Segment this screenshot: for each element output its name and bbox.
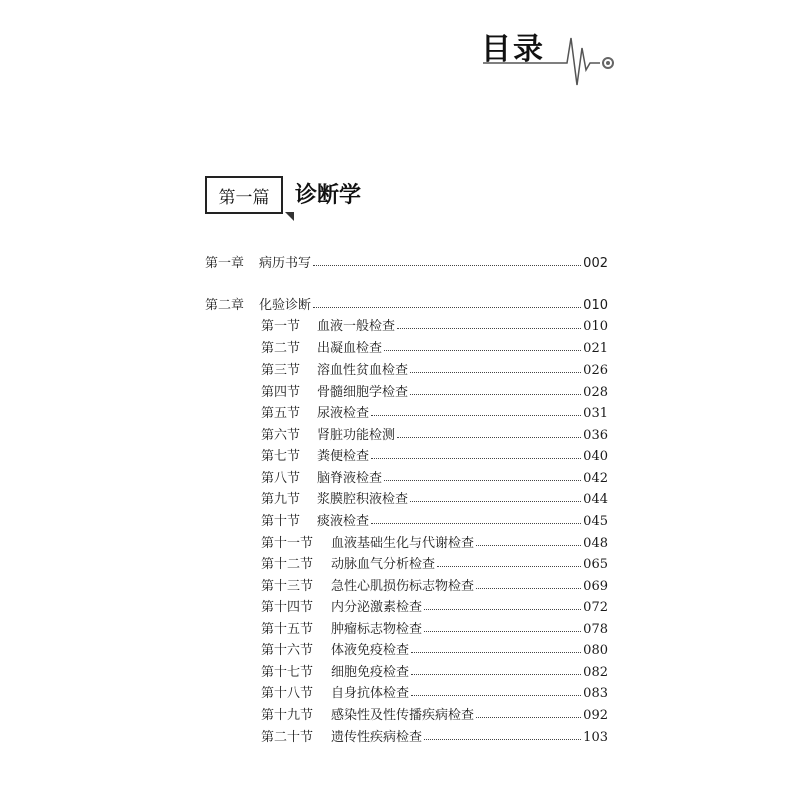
page-number: 040 — [583, 449, 608, 464]
page-header — [0, 0, 800, 110]
section-number: 第八节 — [261, 471, 301, 486]
toc-section-row[interactable] — [261, 362, 608, 380]
toc-section-row[interactable] — [261, 578, 608, 596]
leader-dots — [410, 393, 581, 395]
leader-dots — [411, 651, 581, 653]
section-title: 动脉血气分析检查 — [331, 557, 436, 572]
leader-dots — [397, 327, 581, 329]
section-number: 第二十节 — [261, 730, 314, 745]
section-number: 第五节 — [261, 406, 301, 421]
section-number: 第七节 — [261, 449, 301, 464]
leader-dots — [410, 371, 581, 373]
leader-dots — [476, 716, 581, 718]
page-number: 082 — [583, 665, 608, 680]
toc-chapter-row[interactable] — [205, 255, 608, 273]
part-label: 第一篇 — [205, 176, 283, 214]
toc-section-row[interactable] — [261, 535, 608, 553]
section-number: 第十六节 — [261, 643, 314, 658]
section-title: 体液免疫检查 — [331, 643, 410, 658]
section-title: 出凝血检查 — [317, 341, 383, 356]
leader-dots — [424, 608, 581, 610]
leader-dots — [476, 587, 581, 589]
toc-section-row[interactable] — [261, 427, 608, 445]
leader-dots — [313, 306, 581, 308]
toc-section-row[interactable] — [261, 599, 608, 617]
section-title: 内分泌激素检查 — [331, 600, 423, 615]
page-number: 083 — [583, 686, 608, 701]
chapter-title: 化验诊断 — [259, 298, 312, 313]
toc-chapter-row[interactable] — [205, 297, 608, 315]
toc-section-row[interactable] — [261, 340, 608, 358]
section-title: 遗传性疾病检查 — [331, 730, 423, 745]
toc-section-row[interactable] — [261, 448, 608, 466]
section-number: 第十七节 — [261, 665, 314, 680]
chapter-title: 病历书写 — [259, 256, 312, 271]
leader-dots — [424, 630, 581, 632]
section-title: 骨髓细胞学检查 — [317, 385, 409, 400]
chapter-number: 第一章 — [205, 256, 245, 271]
section-title: 急性心肌损伤标志物检查 — [331, 579, 475, 594]
page-number: 044 — [583, 492, 608, 507]
leader-dots — [411, 694, 581, 696]
corner-marker-icon — [285, 212, 294, 221]
leader-dots — [397, 436, 581, 438]
page-number: 045 — [583, 514, 608, 529]
toc-section-row[interactable] — [261, 513, 608, 531]
section-title: 脑脊液检查 — [317, 471, 383, 486]
section-number: 第十四节 — [261, 600, 314, 615]
section-title: 痰液检查 — [317, 514, 370, 529]
page-number: 048 — [583, 536, 608, 551]
section-number: 第十一节 — [261, 536, 314, 551]
toc-section-row[interactable] — [261, 556, 608, 574]
section-title: 血液基础生化与代谢检查 — [331, 536, 475, 551]
leader-dots — [411, 673, 581, 675]
leader-dots — [371, 457, 581, 459]
page-number: 069 — [583, 579, 608, 594]
section-title: 肿瘤标志物检查 — [331, 622, 423, 637]
section-title: 细胞免疫检查 — [331, 665, 410, 680]
section-number: 第二节 — [261, 341, 301, 356]
leader-dots — [371, 414, 581, 416]
page-number: 042 — [583, 471, 608, 486]
section-number: 第四节 — [261, 385, 301, 400]
section-number: 第十三节 — [261, 579, 314, 594]
section-title: 血液一般检查 — [317, 319, 396, 334]
page-number: 078 — [583, 622, 608, 637]
section-title: 粪便检查 — [317, 449, 370, 464]
page-number: 080 — [583, 643, 608, 658]
toc-section-row[interactable] — [261, 621, 608, 639]
page-number: 092 — [583, 708, 608, 723]
leader-dots — [384, 479, 581, 481]
section-number: 第十二节 — [261, 557, 314, 572]
part-heading — [205, 176, 505, 224]
page-number: 072 — [583, 600, 608, 615]
leader-dots — [371, 522, 581, 524]
section-number: 第十八节 — [261, 686, 314, 701]
page-number: 103 — [583, 730, 608, 745]
section-number: 第三节 — [261, 363, 301, 378]
toc-section-row[interactable] — [261, 384, 608, 402]
toc-section-row[interactable] — [261, 707, 608, 725]
section-title: 浆膜腔积液检查 — [317, 492, 409, 507]
page-number: 026 — [583, 363, 608, 378]
section-number: 第一节 — [261, 319, 301, 334]
section-number: 第六节 — [261, 428, 301, 443]
toc-section-row[interactable] — [261, 470, 608, 488]
section-title: 感染性及性传播疾病检查 — [331, 708, 475, 723]
leader-dots — [384, 349, 581, 351]
toc-section-row[interactable] — [261, 491, 608, 509]
leader-dots — [410, 500, 581, 502]
page-number: 002 — [583, 256, 608, 271]
section-number: 第十九节 — [261, 708, 314, 723]
toc-section-row[interactable] — [261, 685, 608, 703]
toc-section-row[interactable] — [261, 318, 608, 336]
page-number: 010 — [583, 298, 608, 313]
section-title: 尿液检查 — [317, 406, 370, 421]
page-number: 021 — [583, 341, 608, 356]
toc-section-row[interactable] — [261, 642, 608, 660]
leader-dots — [424, 738, 581, 740]
leader-dots — [437, 565, 581, 567]
toc-section-row[interactable] — [261, 405, 608, 423]
part-title: 诊断学 — [295, 183, 362, 208]
section-number: 第九节 — [261, 492, 301, 507]
page-title: 目录 — [481, 32, 545, 67]
section-number: 第十节 — [261, 514, 301, 529]
leader-dots — [313, 264, 581, 266]
section-number: 第十五节 — [261, 622, 314, 637]
heartbeat-line-icon — [0, 0, 800, 110]
page-number: 036 — [583, 428, 608, 443]
page-number: 065 — [583, 557, 608, 572]
section-title: 溶血性贫血检查 — [317, 363, 409, 378]
page-number: 031 — [583, 406, 608, 421]
page-number: 010 — [583, 319, 608, 334]
chapter-number: 第二章 — [205, 298, 245, 313]
leader-dots — [476, 544, 581, 546]
toc-section-row[interactable] — [261, 664, 608, 682]
section-title: 自身抗体检查 — [331, 686, 410, 701]
section-title: 肾脏功能检测 — [317, 428, 396, 443]
page-number: 028 — [583, 385, 608, 400]
toc-section-row[interactable] — [261, 729, 608, 747]
